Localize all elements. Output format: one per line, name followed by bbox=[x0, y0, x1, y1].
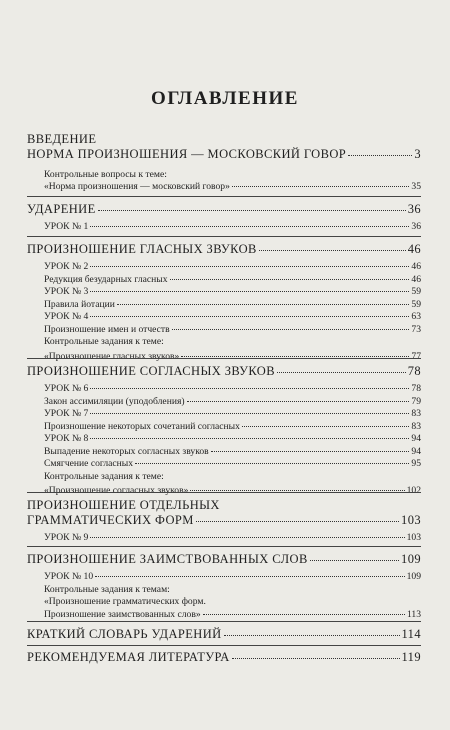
section-vowels bbox=[27, 242, 421, 364]
toc-subentry: Правила йотации 59 bbox=[44, 298, 421, 310]
control-tasks-line3: Произношение заимствованных слов» 113 bbox=[44, 608, 421, 620]
toc-subentry: Смягчение согласных 95 bbox=[44, 458, 421, 469]
section-literature bbox=[27, 650, 421, 666]
toc-subentry: УРОК № 10 109 bbox=[44, 571, 421, 582]
toc-entry-borrowed: ПРОИЗНОШЕНИЕ ЗАИМСТВОВАННЫХ СЛОВ 109 bbox=[27, 552, 421, 566]
control-tasks-line1: Контрольные задания к теме: bbox=[44, 336, 164, 347]
section-consonants bbox=[27, 364, 421, 498]
control-questions-line2: «Норма произношения — московский говор» 35 bbox=[44, 181, 421, 192]
toc-subentry: Выпадение некоторых согласных звуков 94 bbox=[44, 445, 421, 457]
control-tasks-line2: «Произношение грамматических форм. bbox=[44, 596, 206, 607]
toc-entry-vowels: ПРОИЗНОШЕНИЕ ГЛАСНЫХ ЗВУКОВ 46 bbox=[27, 242, 421, 256]
page-title: ОГЛАВЛЕНИЕ bbox=[151, 88, 299, 109]
section-divider bbox=[27, 645, 421, 646]
control-tasks-line2: «Произношение согласных звуков» 102 bbox=[44, 485, 421, 496]
toc-entry-dictionary: КРАТКИЙ СЛОВАРЬ УДАРЕНИЙ 114 bbox=[27, 627, 421, 641]
toc-entry-page: 3 bbox=[414, 147, 421, 161]
dot-leader bbox=[348, 154, 412, 156]
section-divider bbox=[27, 358, 421, 359]
toc-subentry: Произношение некоторых сочетаний согласных 83 bbox=[44, 420, 421, 432]
section-borrowed bbox=[27, 552, 421, 622]
toc-subentry: УРОК № 1 36 bbox=[44, 221, 421, 232]
section-dictionary bbox=[27, 627, 421, 643]
toc-subentry: Редукция безударных гласных 46 bbox=[44, 273, 421, 285]
section-divider bbox=[27, 621, 421, 622]
section-divider bbox=[27, 492, 421, 493]
toc-subentry: УРОК № 3 59 bbox=[44, 286, 421, 297]
section-divider bbox=[27, 546, 421, 547]
toc-entry-label: НОРМА ПРОИЗНОШЕНИЯ — МОСКОВСКИЙ ГОВОР bbox=[27, 147, 347, 161]
toc-subentry: УРОК № 6 78 bbox=[44, 383, 421, 394]
section-divider bbox=[27, 236, 421, 237]
toc-subentry: УРОК № 7 83 bbox=[44, 408, 421, 419]
toc-subentry: УРОК № 4 63 bbox=[44, 311, 421, 322]
toc-subentry: УРОК № 2 46 bbox=[44, 261, 421, 272]
toc-entry-norm bbox=[27, 147, 421, 164]
toc-entry-consonants: ПРОИЗНОШЕНИЕ СОГЛАСНЫХ ЗВУКОВ 78 bbox=[27, 364, 421, 378]
toc-subentry: Произношение имен и отчеств 73 bbox=[44, 323, 421, 335]
control-tasks-line1: Контрольные задания к темам: bbox=[44, 583, 170, 595]
toc-subentry: Закон ассимиляции (уподобления) 79 bbox=[44, 395, 421, 407]
section-intro bbox=[27, 132, 421, 194]
control-tasks-line2: «Произношение гласных звуков» 77 bbox=[44, 350, 421, 362]
toc-subentry: УРОК № 8 94 bbox=[44, 433, 421, 444]
section-stress bbox=[27, 202, 421, 234]
toc-subentry: УРОК № 9 103 bbox=[44, 532, 421, 543]
toc-entry-grammar-line2: ГРАММАТИЧЕСКИХ ФОРМ 103 bbox=[27, 513, 421, 527]
section-grammar bbox=[27, 498, 421, 545]
intro-heading: ВВЕДЕНИЕ bbox=[27, 132, 97, 146]
control-tasks-line1: Контрольные задания к теме: bbox=[44, 470, 164, 482]
toc-entry-grammar-line1: ПРОИЗНОШЕНИЕ ОТДЕЛЬНЫХ bbox=[27, 498, 220, 512]
section-divider bbox=[27, 196, 421, 197]
toc-entry-stress: УДАРЕНИЕ 36 bbox=[27, 202, 421, 216]
control-questions-line1: Контрольные вопросы к теме: bbox=[44, 169, 167, 180]
toc-entry-literature: РЕКОМЕНДУЕМАЯ ЛИТЕРАТУРА 119 bbox=[27, 650, 421, 664]
